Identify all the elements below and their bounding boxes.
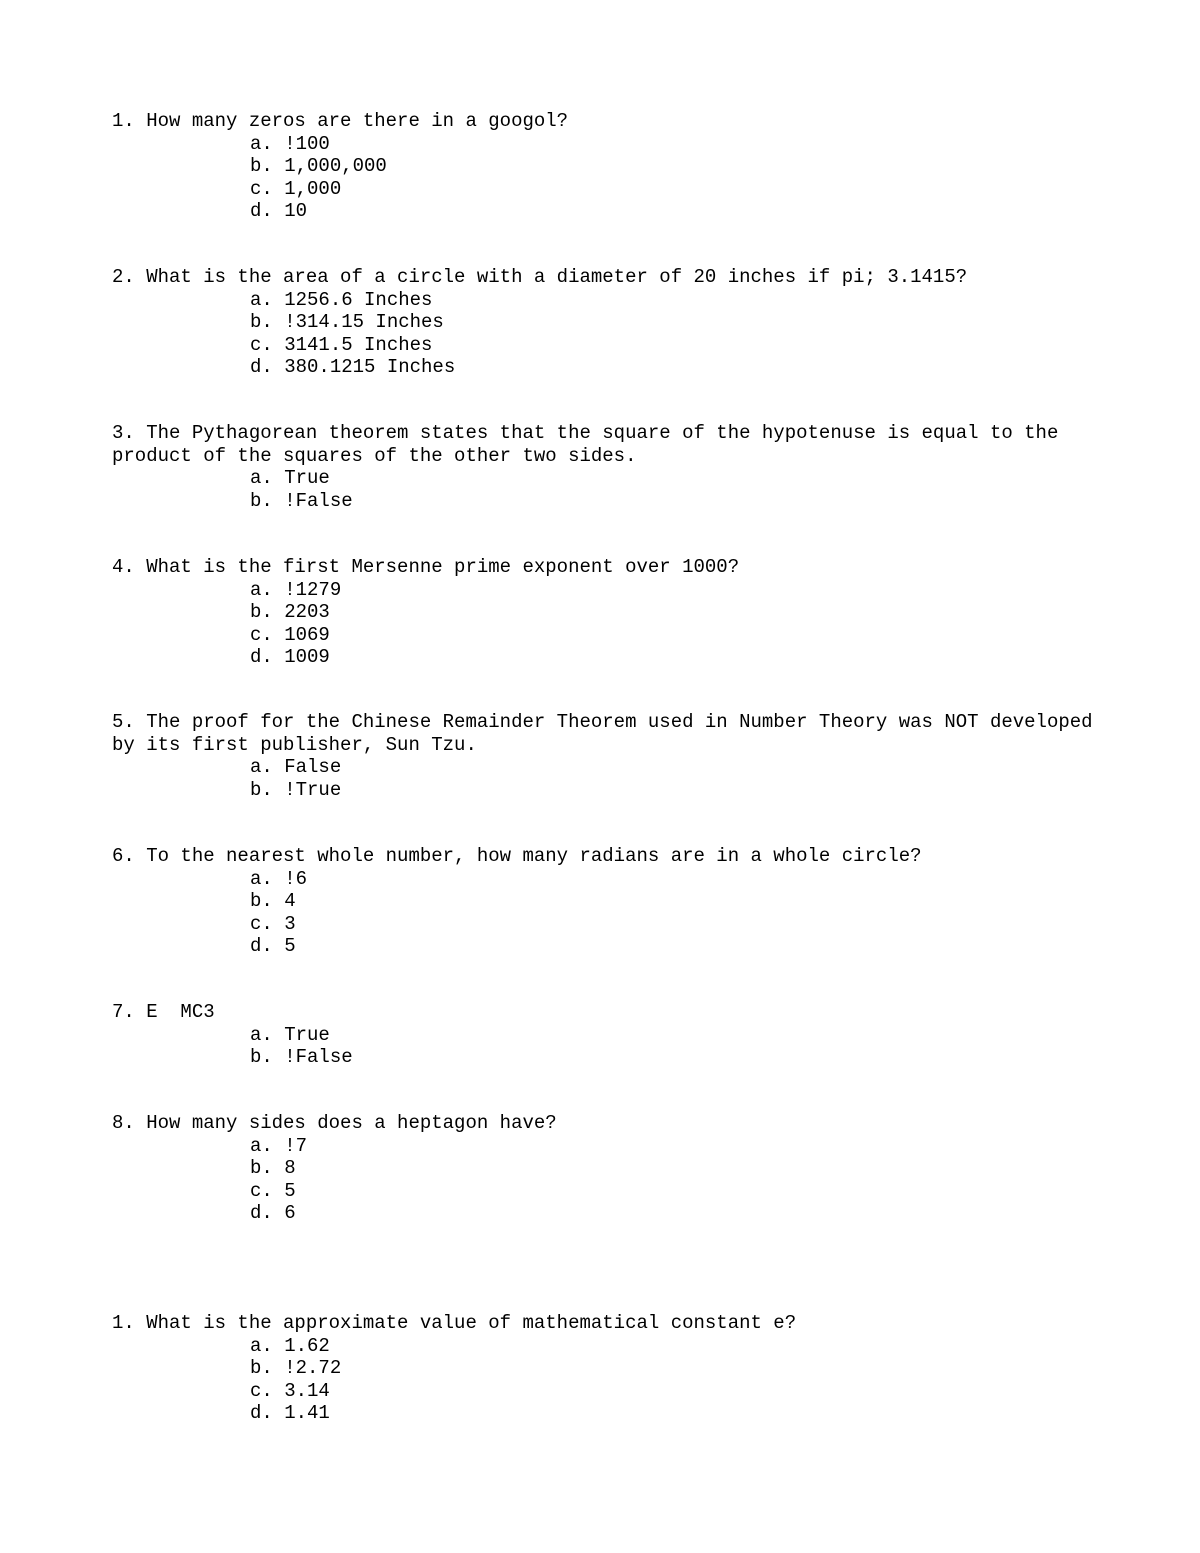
answer-option: c. 1069: [250, 623, 330, 646]
question-9: [112, 1312, 1102, 1425]
answer-option: a. !7: [250, 1134, 308, 1157]
answer-options: [112, 133, 1102, 223]
answer-options: [112, 868, 1102, 958]
answer-option: d. 5: [250, 935, 296, 957]
answer-option: a. !1279: [250, 578, 342, 601]
answer-option: c. 5: [250, 1179, 296, 1202]
question-7: [112, 1001, 1102, 1069]
question-text: 4. What is the first Mersenne prime exponent over 1000?: [112, 556, 740, 578]
question-text: 2. What is the area of a circle with a diameter of 20 inches if pi; 3.1415?: [112, 266, 968, 288]
question-8: [112, 1112, 1102, 1225]
answer-option: d. 1009: [250, 646, 330, 668]
answer-option: d. 380.1215 Inches: [250, 356, 456, 378]
question-1: [112, 110, 1102, 223]
answer-option: b. !314.15 Inches: [250, 311, 444, 333]
answer-option: b. !True: [250, 778, 342, 801]
answer-option: b. !False: [250, 1046, 353, 1068]
answer-options: [112, 579, 1102, 669]
question-3: [112, 422, 1102, 512]
answer-option: b. 8: [250, 1157, 296, 1179]
answer-option: a. True: [250, 467, 330, 489]
question-text: 1. What is the approximate value of mathematical constant e?: [112, 1312, 797, 1334]
answer-options: [112, 1024, 1102, 1069]
question-text: 5. The proof for the Chinese Remainder Theorem used in Number Theory was NOT developed by its first publisher, Sun Tzu.: [112, 711, 1104, 756]
answer-option: d. 6: [250, 1202, 296, 1224]
answer-option: c. 1,000: [250, 177, 342, 200]
answer-option: b. 2203: [250, 601, 330, 623]
question-text: 1. How many zeros are there in a googol?: [112, 110, 569, 132]
answer-option: d. 10: [250, 200, 308, 222]
question-text: 7. E MC3: [112, 1001, 215, 1023]
answer-option: a. True: [250, 1023, 330, 1046]
question-6: [112, 845, 1102, 958]
answer-option: a. !6: [250, 867, 308, 890]
question-text: 3. The Pythagorean theorem states that the square of the hypotenuse is equal to the product of the squares of the other two sides.: [112, 422, 1070, 467]
question-text: 8. How many sides does a heptagon have?: [112, 1112, 557, 1134]
answer-options: [112, 1135, 1102, 1225]
question-text: 6. To the nearest whole number, how many radians are in a whole circle?: [112, 845, 922, 867]
answer-option: b. 1,000,000: [250, 155, 387, 177]
answer-option: c. 3.14: [250, 1379, 330, 1402]
answer-option: b. 4: [250, 890, 296, 912]
answer-option: a. 1.62: [250, 1334, 330, 1357]
answer-option: b. !False: [250, 489, 353, 512]
answer-option: b. !2.72: [250, 1357, 342, 1379]
answer-options: [112, 756, 1102, 801]
answer-option: c. 3141.5 Inches: [250, 333, 433, 356]
answer-option: a. !100: [250, 132, 330, 155]
question-4: [112, 556, 1102, 669]
answer-option: d. 1.41: [250, 1402, 330, 1424]
answer-options: [112, 289, 1102, 379]
question-2: [112, 266, 1102, 379]
answer-option: a. False: [250, 756, 342, 778]
answer-options: [112, 1335, 1102, 1425]
answer-options: [112, 467, 1102, 512]
question-5: [112, 711, 1102, 801]
answer-option: a. 1256.6 Inches: [250, 288, 433, 311]
answer-option: c. 3: [250, 912, 296, 935]
